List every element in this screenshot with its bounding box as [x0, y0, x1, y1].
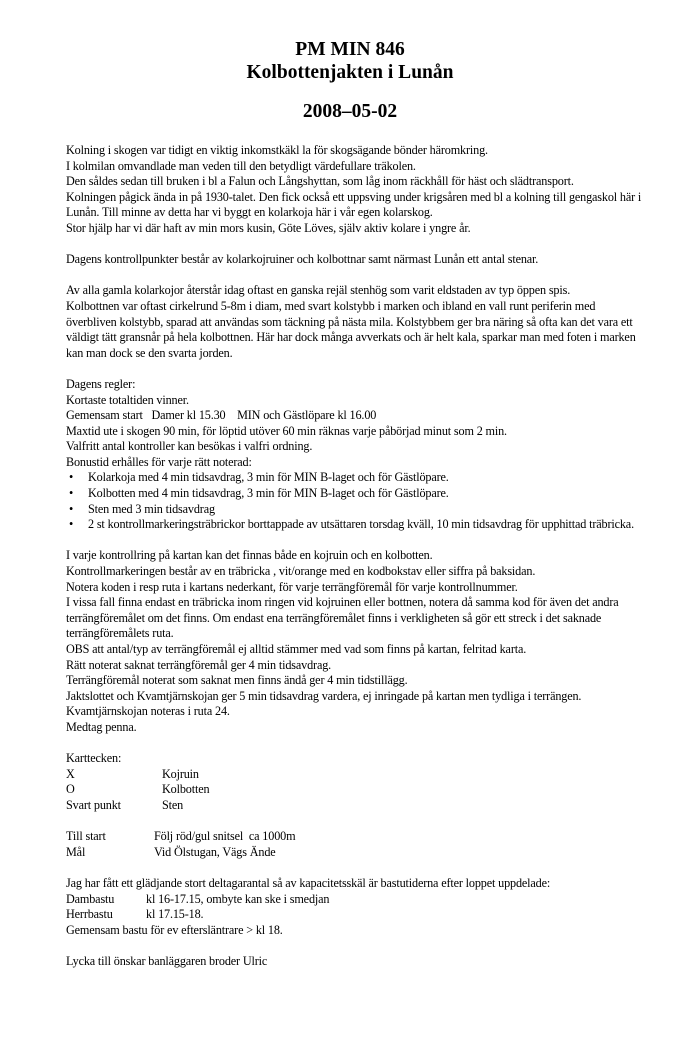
- document-heading: [0, 38, 700, 123]
- intro-line: Kolningen pågick ända in på 1930-talet. Den fick också ett uppsving under krigsåren med bl a kolning till gengaskol här i Lunån. Till minne av detta har vi byggt en kolarkoja här i vår egen kolarskog.: [66, 189, 642, 220]
- instructions-section: [66, 548, 646, 735]
- spacer: [66, 361, 646, 377]
- legend-heading: Karttecken:: [66, 751, 122, 766]
- instruction-line: Jaktslottet och Kvamtjärnskojan ger 5 min tidsavdrag vardera, ej inringade på kartan men tydliga i terrängen. Kvamtjärnskojan noteras i ruta 24.: [66, 688, 582, 719]
- history-section: [66, 283, 646, 361]
- legend-meaning: Kolbotten: [162, 782, 210, 797]
- bonus-list: [66, 470, 646, 532]
- sauna-note: Gemensam bastu för ev eftersläntrare > kl 18.: [66, 922, 283, 937]
- sauna-row: [66, 892, 646, 908]
- bullet-icon: •: [69, 501, 74, 516]
- legend-row: [66, 782, 646, 798]
- rules-line: Maxtid ute i skogen 90 min, för löptid utöver 60 min räknas varje påbörjad minut som 2 min.: [66, 423, 507, 438]
- intro-line: Den såldes sedan till bruken i bl a Falun och Långshyttan, som låg inom räckhåll för häst och slädtransport.: [66, 174, 574, 189]
- bonus-item-text: 2 st kontrollmarkeringsträbrickor borttappade av utsättaren torsdag kväll, 10 min tidsavdrag för upphittad träbricka.: [88, 517, 634, 532]
- heading-line-1: PM MIN 846: [295, 39, 405, 60]
- instruction-line: I vissa fall finna endast en träbricka inom ringen vid kojruinen eller bottnen, notera då samma kod för även det andra terrängföremålet om det finns. Om endast ena terrängföremålet finns i verkligheten så gör ett streck i det saknade terrängföremålets ruta.: [66, 595, 619, 641]
- logistics-row: [66, 845, 646, 861]
- logistics-label: Till start: [66, 829, 106, 844]
- logistics-value: Vid Ölstugan, Vägs Ände: [154, 844, 276, 859]
- sauna-value: kl 17.15-18.: [146, 907, 204, 922]
- rules-heading: Dagens regler:: [66, 376, 136, 391]
- legend-symbol: O: [66, 782, 75, 797]
- instruction-line: OBS att antal/typ av terrängföremål ej alltid stämmer med vad som finns på kartan, felritad karta.: [66, 642, 527, 656]
- instruction-line: Terrängföremål noterat som saknat men finns ändå ger 4 min tidstillägg.: [66, 673, 408, 688]
- closing-line: Lycka till önskar banläggaren broder Ulric: [66, 953, 268, 968]
- sauna-label: Herrbastu: [66, 907, 113, 922]
- rules-section: [66, 377, 646, 533]
- legend-row: [66, 798, 646, 814]
- bullet-icon: •: [69, 517, 74, 532]
- spacer: [66, 860, 646, 876]
- history-paragraph: Kolbottnen var oftast cirkelrund 5-8m i diam, med svart kolstybb i marken och ibland en vall runt periferin med överbliven kolstybb, sparad att användas som täckning på nästa mila. Kolstybbem ger bra näring så ofta kan det vara ett väldigt tätt gransnår på hela kolbottnen. Här har dock många avverkats och är helt kala, sparkar man med foten i marken kan man dock se den svarta jorden.: [66, 298, 636, 360]
- sauna-row: [66, 907, 646, 923]
- history-paragraph: Av alla gamla kolarkojor återstår idag oftast en ganska rejäl stenhög som varit eldstaden av typ öppen spis.: [66, 283, 571, 298]
- instruction-line: Notera koden i resp ruta i kartans nederkant, för varje terrängföremål för varje kontrollnummer.: [66, 579, 518, 594]
- rules-line: Bonustid erhålles för varje rätt noterad:: [66, 454, 252, 469]
- logistics-section: [66, 829, 646, 860]
- intro-section: [66, 143, 646, 237]
- spacer: [66, 814, 646, 830]
- legend-meaning: Kojruin: [162, 766, 199, 781]
- legend-symbol: Svart punkt: [66, 797, 121, 812]
- spacer: [66, 736, 646, 752]
- spacer: [66, 938, 646, 954]
- instruction-line: Medtag penna.: [66, 719, 137, 734]
- bonus-item: [66, 502, 646, 518]
- spacer: [66, 268, 646, 284]
- sauna-value: kl 16-17.15, ombyte kan ske i smedjan: [146, 891, 330, 906]
- instruction-line: Rätt noterat saknat terrängföremål ger 4 min tidsavdrag.: [66, 657, 332, 672]
- bonus-item: [66, 470, 646, 486]
- legend-symbol: X: [66, 766, 75, 781]
- bullet-icon: •: [69, 486, 74, 501]
- sauna-label: Dambastu: [66, 891, 115, 906]
- document-body: [66, 143, 646, 969]
- rules-line: Valfritt antal kontroller kan besökas i valfri ordning.: [66, 439, 313, 454]
- heading-date: 2008–05-02: [302, 101, 398, 122]
- bonus-item: [66, 517, 646, 533]
- logistics-value: Följ röd/gul snitsel ca 1000m: [154, 829, 296, 844]
- spacer: [66, 533, 646, 549]
- bonus-item-text: Kolbotten med 4 min tidsavdrag, 3 min för MIN B-laget och för Gästlöpare.: [88, 486, 449, 501]
- rules-line: Gemensam start Damer kl 15.30 MIN och Gästlöpare kl 16.00: [66, 408, 377, 423]
- bonus-item: [66, 486, 646, 502]
- legend-meaning: Sten: [162, 797, 184, 812]
- legend-row: [66, 767, 646, 783]
- rules-line: Kortaste totaltiden vinner.: [66, 392, 189, 407]
- intro-line: Kolning i skogen var tidigt en viktig inkomstkäkl la för skogsägande bönder häromkring.: [66, 143, 488, 157]
- controls-paragraph: Dagens kontrollpunkter består av kolarkojruiner och kolbottnar samt närmast Lunån ett antal stenar.: [66, 252, 539, 267]
- spacer: [66, 237, 646, 253]
- sauna-intro: Jag har fått ett glädjande stort deltagarantal så av kapacitetsskäl är bastutiderna efter loppet uppdelade:: [66, 875, 551, 890]
- bonus-item-text: Kolarkoja med 4 min tidsavdrag, 3 min för MIN B-laget och för Gästlöpare.: [88, 470, 449, 485]
- sauna-section: [66, 876, 646, 938]
- heading-line-2: Kolbottenjakten i Lunån: [246, 62, 454, 83]
- legend-section: [66, 751, 646, 813]
- intro-line: I kolmilan omvandlade man veden till den betydligt värdefullare träkolen.: [66, 158, 416, 173]
- intro-line: Stor hjälp har vi där haft av min mors kusin, Göte Löves, själv aktiv kolare i yngre år.: [66, 220, 471, 235]
- instruction-line: Kontrollmarkeringen består av en träbricka , vit/orange med en kodbokstav eller siffra på baksidan.: [66, 564, 536, 579]
- logistics-row: [66, 829, 646, 845]
- bullet-icon: •: [69, 470, 74, 485]
- logistics-label: Mål: [66, 844, 86, 859]
- bonus-item-text: Sten med 3 min tidsavdrag: [88, 501, 215, 516]
- instruction-line: I varje kontrollring på kartan kan det finnas både en kojruin och en kolbotten.: [66, 548, 433, 563]
